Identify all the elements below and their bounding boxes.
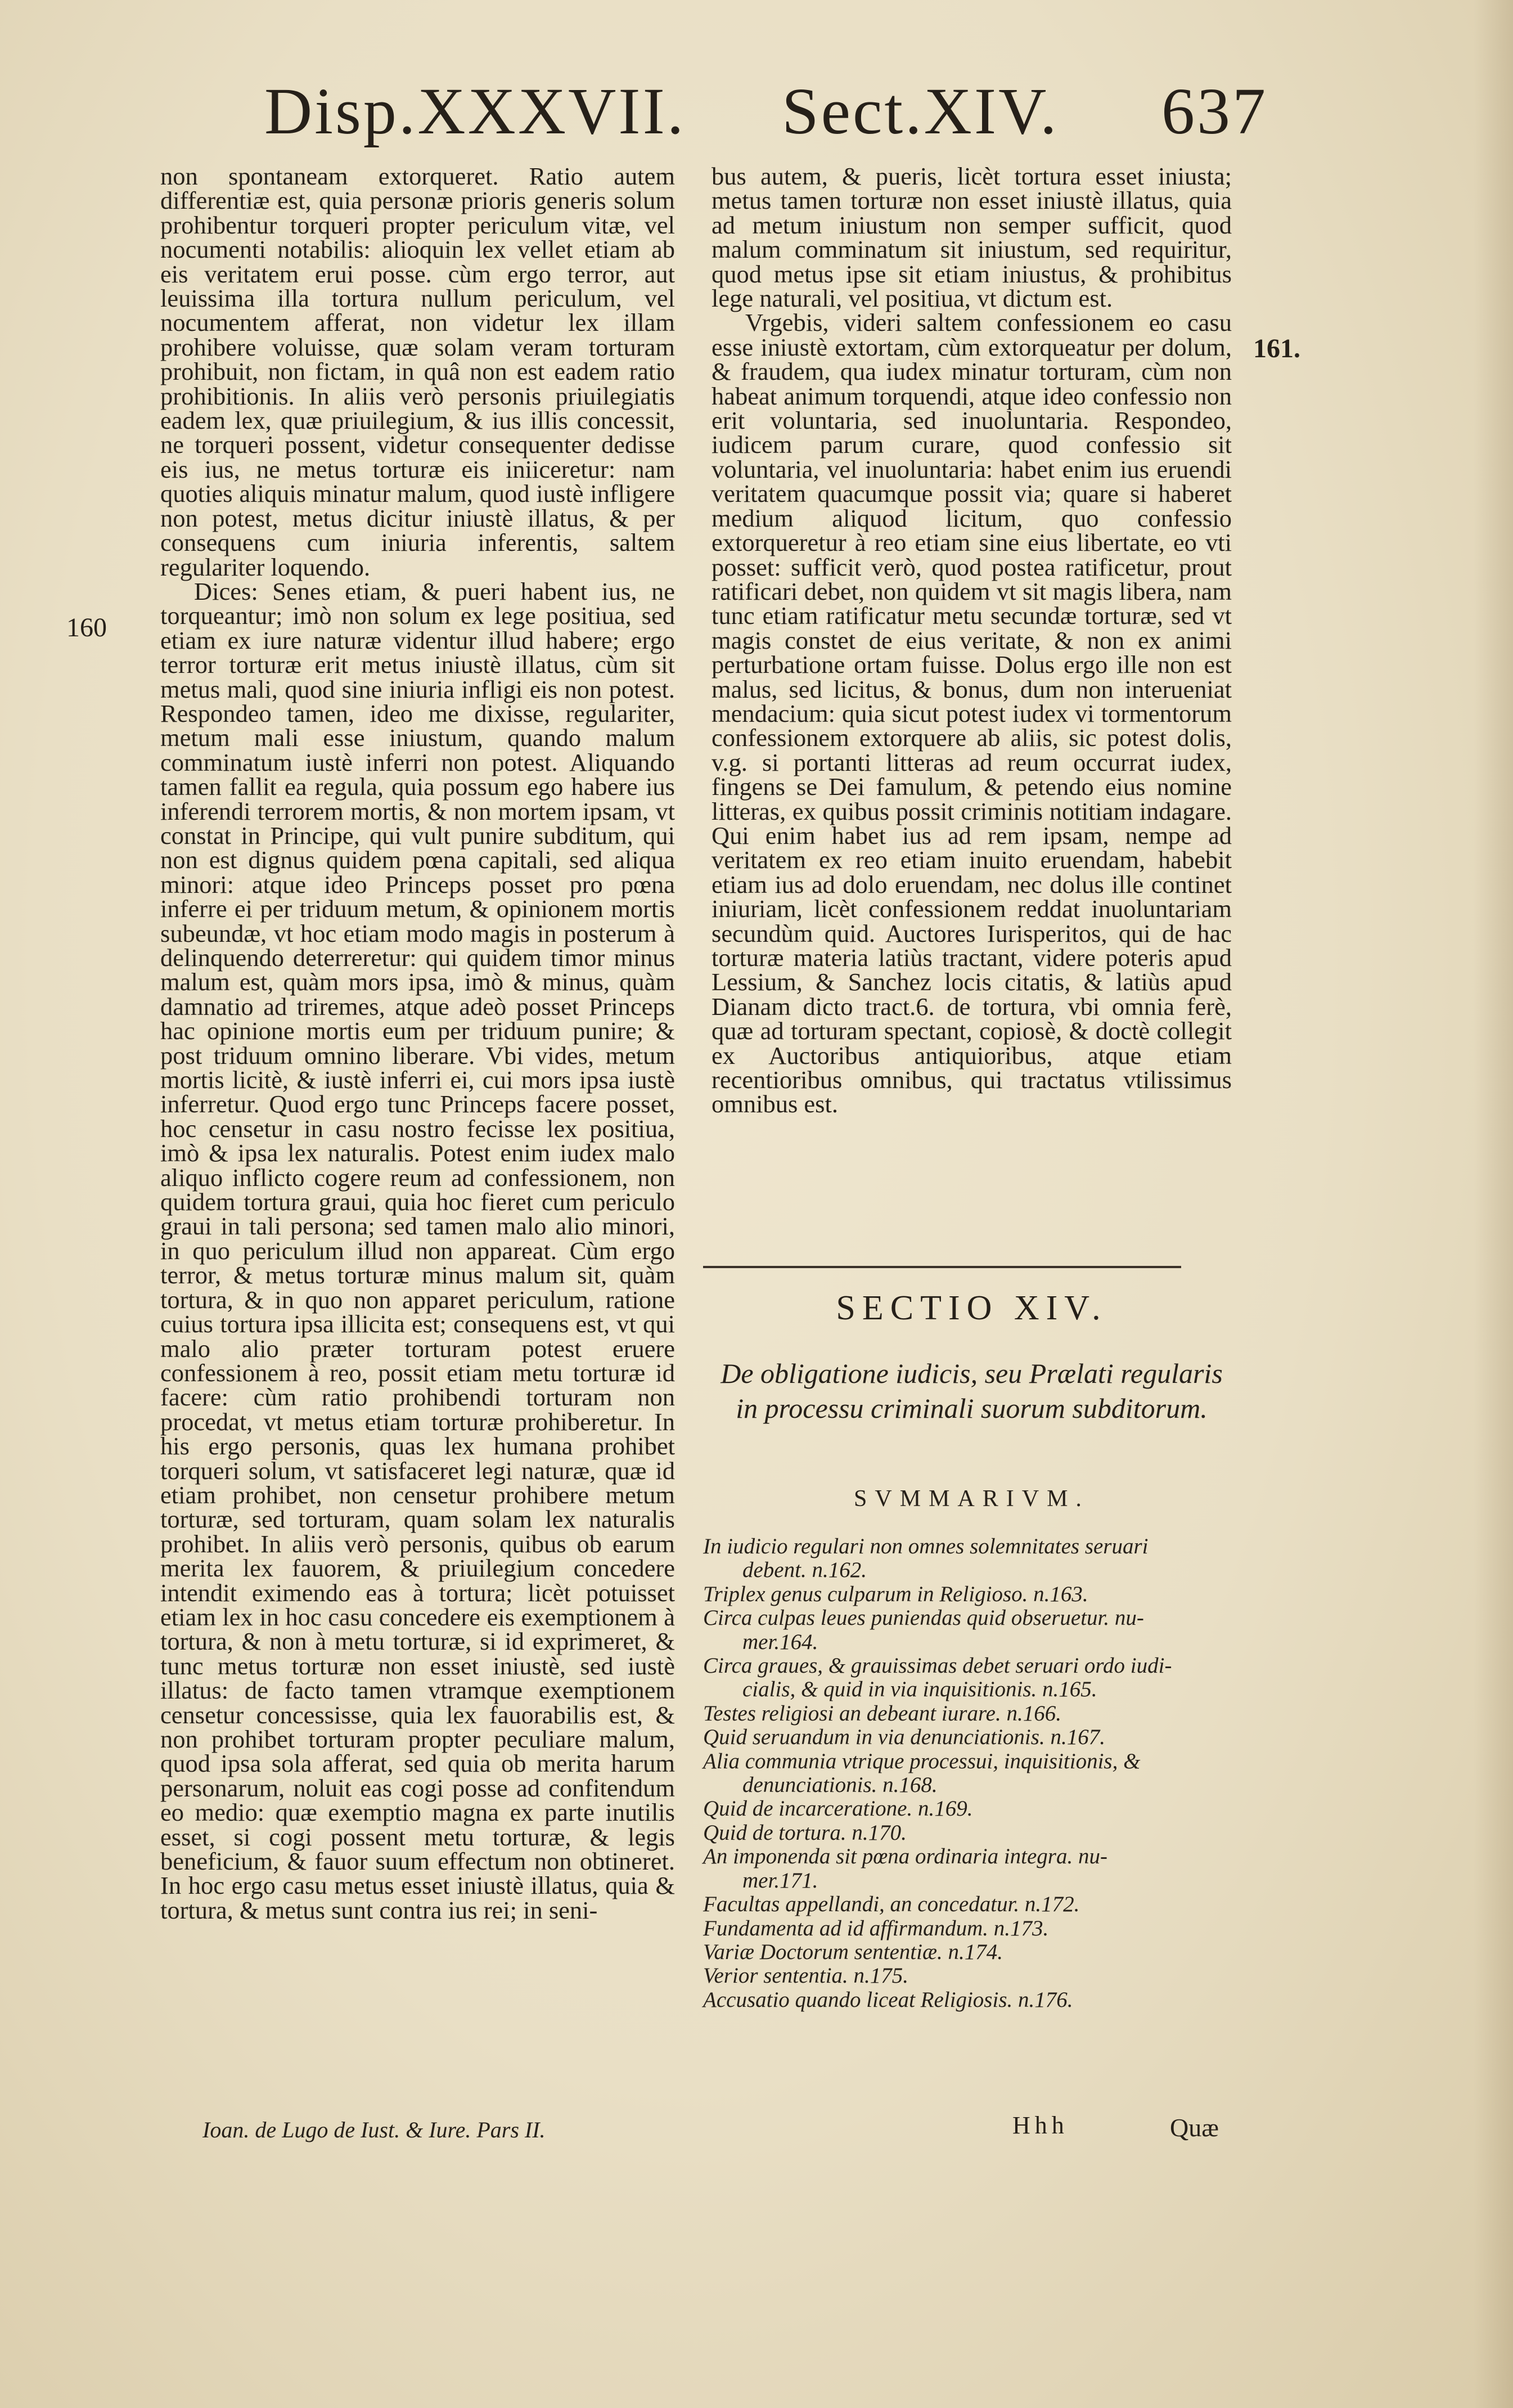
summary-item-continuation: denunciationis. n.168. — [742, 1773, 938, 1798]
summary-item-text: Quid de incarceratione. n.169. — [703, 1796, 973, 1821]
summary-list — [703, 1535, 1232, 2012]
signature-mark: Hhh — [1012, 2112, 1069, 2139]
summary-item — [703, 1917, 1232, 1940]
summary-item-text: Quid de tortura. n.170. — [703, 1820, 907, 1845]
summary-item — [703, 1583, 1232, 1606]
summary-item — [703, 1893, 1232, 1916]
summary-item — [703, 1940, 1232, 1964]
summary-item-text: Accusatio quando liceat Religiosis. n.176. — [703, 1987, 1073, 2012]
margin-number-right: 161. — [1253, 334, 1300, 363]
summary-item — [703, 1750, 1232, 1798]
section-title: SECTIO XIV. — [836, 1289, 1107, 1327]
summary-item-continuation: cialis, & quid in via inquisitionis. n.165. — [742, 1677, 1097, 1702]
summary-item — [703, 1988, 1232, 2012]
summary-item-continuation: debent. n.162. — [742, 1558, 867, 1583]
left-column — [160, 164, 675, 1922]
paragraph: Dices: Senes etiam, & pueri habent ius, ne torqueantur; imò non solum ex lege positiua, sed etiam ex iure naturæ videntur illud habere; ergo terror torturæ erit metus iniustè illatus, cùm sit metus mali, quod sine iniuria infligi eis non potest. Respondeo tamen, ideo me dixisse, regulariter, metum mali esse iniustum, quando malum comminatum iustè inferri non potest. Aliquando tamen fallit ea regula, quia possum ego habere ius inferendi terrorem mortis, & non mortem ipsam, vt constat in Principe, qui vult punire subditum, qui non est dignus quidem pœna capitali, sed aliqua minori: atque ideo Princeps posset pro pœna inferre ei per triduum metum, & opinionem mortis subeundæ, vt hoc etiam modo magis in posterum à delinquendo deterreretur: qui quidem timor minus malum est, quàm mors ipsa, imò & minus, quàm damnatio ad triremes, atque adeò posset Princeps hac opinione mortis eum per triduum punire; & post triduum omnino liberare. Vbi vides, metum mortis licitè, & iustè inferri ei, cui mors ipsa iustè inferretur. Quod ergo tunc Princeps facere posset, hoc censetur in casu nostro fecisse lex positiua, imò & ipsa lex naturalis. Potest enim iudex malo aliquo inflicto cogere reum ad confessionem, non quidem tortura graui, quia hoc fieret cum periculo graui in tali persona; sed tamen malo alio minori, in quo periculum illud non appareat. Cùm ergo terror, & metus torturæ minus malum sit, quàm tortura, & in quo non apparet periculum, ratione cuius tortura ipsa illicita est; consequens est, vt qui malo alio præter torturam potest eruere confessionem à reo, possit etiam metu torturæ id facere: cùm ratio prohibendi torturam non procedat, vt metus etiam torturæ prohiberetur. In his ergo personis, quas lex humana prohibet torqueri solum, vt satisfaceret legi naturæ, quæ id etiam prohibet, non censetur prohibere metum torturæ, sed torturam, quam solam lex naturalis prohibet. In aliis verò personis, quibus ob earum merita lex fauorem, & priuilegium concedere intendit eximendo eas à tortura; licèt potuisset etiam lex in hoc casu concedere eis exemptionem à tortura, & non à metu torturæ, si id exprimeret, & tunc metus torturæ non esset iniustè, sed iustè illatus: de facto tamen vtramque exemptionem censetur concessisse, quia lex fauorabilis est, & non prohibet torturam propter peculiare malum, quod ipsa sola afferat, sed quia ob merita harum personarum, noluit eas cogi posse ad confitendum eo medio: quæ exemptio magna ex parte inutilis esset, si cogi possent metu torturæ, & legis beneficium, & fauor suum effectum non obtineret. In hoc ergo casu metus esset iniustè illatus, quia & tortura, & metus sunt contra ius rei; in seni- — [160, 577, 675, 1924]
summary-item-text: Quid seruandum in via denunciationis. n.167. — [703, 1725, 1105, 1750]
margin-number-left: 160 — [66, 613, 107, 643]
paragraph: Vrgebis, videri saltem confessionem eo casu esse iniustè extortam, cùm extorqueatur per dolum, & fraudem, qua iudex minatur torturam, cùm non habeat animum torquendi, atque ideo confessio non erit voluntaria, sed inuoluntaria. Respondeo, iudicem parum curare, quod confessio sit voluntaria, vel inuoluntaria: habet enim ius eruendi veritatem quacumque possit via; quare si haberet medium aliquod licitum, quo confessio extorqueretur à reo etiam sine eius libertate, eo vti posset: sufficit verò, quod postea ratificetur, prout ratificari debet, non quidem vt sit magis libera, nam tunc etiam ratificatur metu secundæ torturæ, sed vt magis constet de eius veritate, & non ex animi perturbatione ortam fuisse. Dolus ergo ille non est malus, sed licitus, & bonus, dum non interueniat mendacium: quia sicut potest iudex vi tormentorum confessionem extorquere ab aliis, sic potest dolis, v.g. si portanti litteras ad reum occurrat iudex, fingens se Dei famulum, & petendo eius nomine litteras, ex quibus possit criminis notitiam indagare. Qui enim habet ius ad rem ipsam, nempe ad veritatem ex reo etiam inuito eruendam, habebit etiam ius ad dolo eruendam, nec dolus ille continet iniuriam, licèt confessionem reddat inuoluntariam secundùm quid. Auctores Iurisperitos, qui de hac torturæ materia latiùs tractant, videre poteris apud Lessium, & Sanchez locis citatis, & latiùs apud Dianam dicto tract.6. de tortura, vbi omnia ferè, quæ ad torturam spectant, copiosè, & doctè collegit ex Auctoribus antiquioribus, atque etiam recentioribus omnibus, qui tractatus vtilissimus omnibus est. — [712, 308, 1232, 1118]
summary-item — [703, 1702, 1232, 1726]
paragraph: bus autem, & pueris, licèt tortura esset iniusta; metus tamen torturæ non esset iniustè illatus, quia ad metum iniustum non semper sufficit, quod malum comminatum sit iniustum, sed requiritur, quod metus ipse sit etiam iniustus, & prohibitus lege naturali, vel positiua, vt dictum est. — [712, 162, 1232, 313]
summary-item — [703, 1726, 1232, 1749]
summary-item-text: Facultas appellandi, an concedatur. n.172. — [703, 1892, 1080, 1917]
page-number: 637 — [1161, 74, 1268, 148]
summary-item-text: Circa culpas leues puniendas quid obseruetur. nu- — [703, 1606, 1144, 1630]
summary-item-text: An imponenda sit pœna ordinaria integra. nu- — [703, 1844, 1107, 1869]
summary-item-continuation: mer.164. — [742, 1629, 818, 1654]
summary-item — [703, 1964, 1232, 1988]
summary-item-text: Variæ Doctorum sententiæ. n.174. — [703, 1939, 1003, 1964]
summary-item-text: Verior sententia. n.175. — [703, 1964, 909, 1988]
running-head-section: Sect.XIV. — [782, 74, 1059, 148]
summary-item — [703, 1606, 1232, 1654]
running-head-disputation: Disp.XXXVII. — [264, 74, 686, 148]
summary-item — [703, 1821, 1232, 1845]
summary-heading: SVMMARIVM. — [854, 1486, 1089, 1512]
right-column — [712, 164, 1232, 1117]
summary-item — [703, 1654, 1232, 1702]
summary-item — [703, 1845, 1232, 1893]
summary-item-text: Triplex genus culparum in Religioso. n.163. — [703, 1582, 1088, 1606]
summary-item-text: Fundamenta ad id affirmandum. n.173. — [703, 1916, 1049, 1940]
summary-item-text: Alia communia vtrique processui, inquisitionis, & — [703, 1749, 1141, 1773]
section-subtitle: De obligatione iudicis, seu Prælati regularis in processu criminali suorum subditorum. — [721, 1358, 1223, 1424]
summary-item — [703, 1535, 1232, 1583]
section-divider-rule — [703, 1266, 1181, 1268]
summary-item-text: Circa graues, & grauissimas debet seruari ordo iudi- — [703, 1654, 1172, 1678]
catchword: Quæ — [1170, 2113, 1219, 2142]
summary-item-text: In iudicio regulari non omnes solemnitates seruari — [703, 1534, 1149, 1558]
summary-item-continuation: mer.171. — [742, 1868, 818, 1893]
summary-item-text: Testes religiosi an debeant iurare. n.166. — [703, 1701, 1061, 1726]
summary-item — [703, 1797, 1232, 1821]
paragraph: non spontaneam extorqueret. Ratio autem differentiæ est, quia personæ prioris generis solum prohibentur torqueri propter periculum vitæ, vel nocumenti notabilis: alioquin lex vellet etiam ab eis veritatem erui posse. cùm ergo terror, aut leuissima illa tortura nullum periculum, vel nocumentem afferat, non videtur lex illam prohibere voluisse, quæ solam veram torturam prohibuit, non fictam, in quâ non est eadem ratio prohibitionis. In aliis verò personis priuilegiatis eadem lex, quæ priuilegium, & ius illis concessit, ne torqueri possent, videtur consequenter dedisse eis ius, ne metus torturæ eis iniiceretur: nam quoties aliquis minatur malum, quod iustè infligere non potest, metus dicitur iniustè illatus, & per consequens cum iniuria inferentis, saltem regulariter loquendo. — [160, 162, 675, 581]
footer-author-line: Ioan. de Lugo de Iust. & Iure. Pars II. — [202, 2117, 546, 2142]
